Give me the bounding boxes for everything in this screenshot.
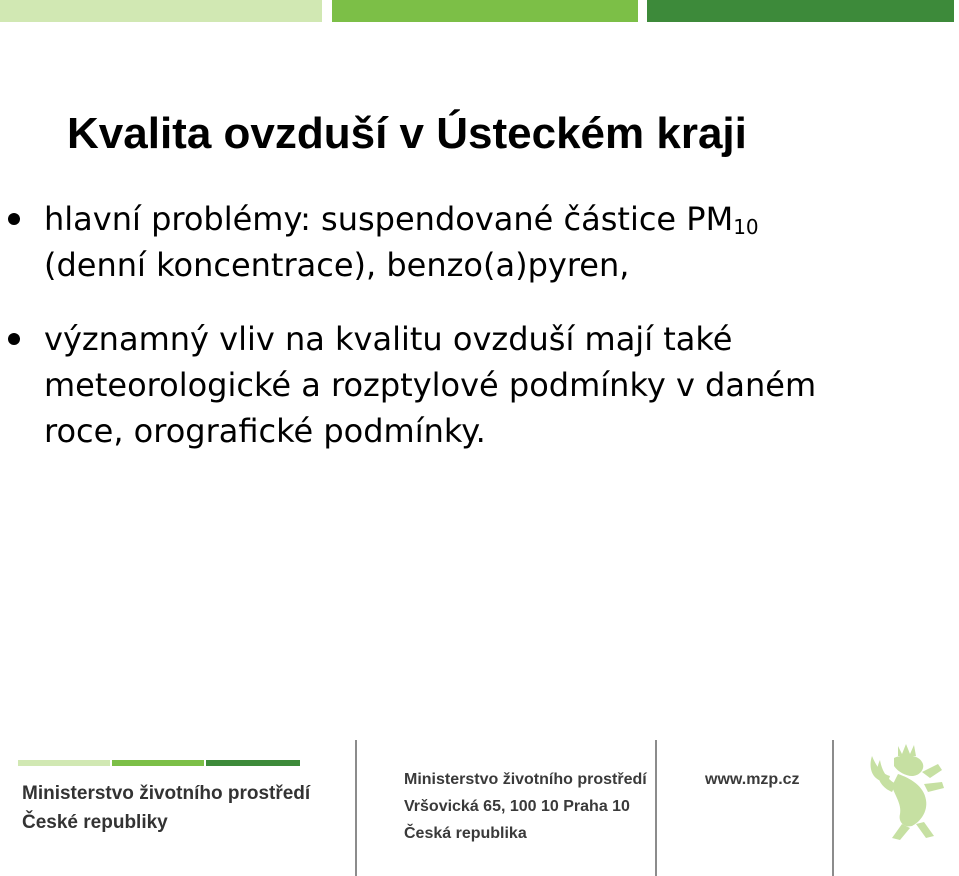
top-bar-dark [647, 0, 954, 22]
heraldic-lion-icon [868, 742, 954, 842]
ministry-logo-text [22, 779, 310, 837]
slide-title: Kvalita ovzduší v Ústeckém kraji [67, 109, 747, 158]
footer-divider [355, 740, 357, 876]
bullet-dot-icon [8, 333, 20, 345]
bullet-text: hlavní problémy: suspendované částice PM [44, 200, 734, 238]
top-bar-light [0, 0, 322, 22]
footer-divider [832, 740, 834, 876]
footer-divider [655, 740, 657, 876]
website-link[interactable] [705, 766, 800, 793]
bullet-item-meteorology [44, 316, 954, 454]
subscript: 10 [733, 215, 759, 239]
bullet-line: roce, orografické podmínky. [44, 412, 486, 450]
footer-bar-mid [112, 760, 204, 766]
bullet-line: meteorologické a rozptylové podmínky v daném [44, 366, 817, 404]
address-line-3: Česká republika [404, 825, 527, 842]
website-text[interactable]: www.mzp.cz [705, 771, 800, 788]
bullet-line: významný vliv na kvalitu ovzduší mají také [44, 320, 733, 358]
bullet-line [44, 196, 954, 242]
bullet-dot-icon [8, 213, 20, 225]
footer-bar-dark [206, 760, 300, 766]
address-line-1: Ministerstvo životního prostředí [404, 771, 647, 788]
bullet-line: (denní koncentrace), benzo(a)pyren, [44, 246, 630, 284]
top-bar-mid [332, 0, 638, 22]
bullet-item-main-problems [44, 196, 954, 288]
ministry-address [404, 766, 647, 847]
footer-bar-light [18, 760, 110, 766]
logo-line-1: Ministerstvo životního prostředí [22, 783, 311, 804]
address-line-2: Vršovická 65, 100 10 Praha 10 [404, 798, 630, 815]
logo-line-2: České republiky [22, 812, 168, 833]
